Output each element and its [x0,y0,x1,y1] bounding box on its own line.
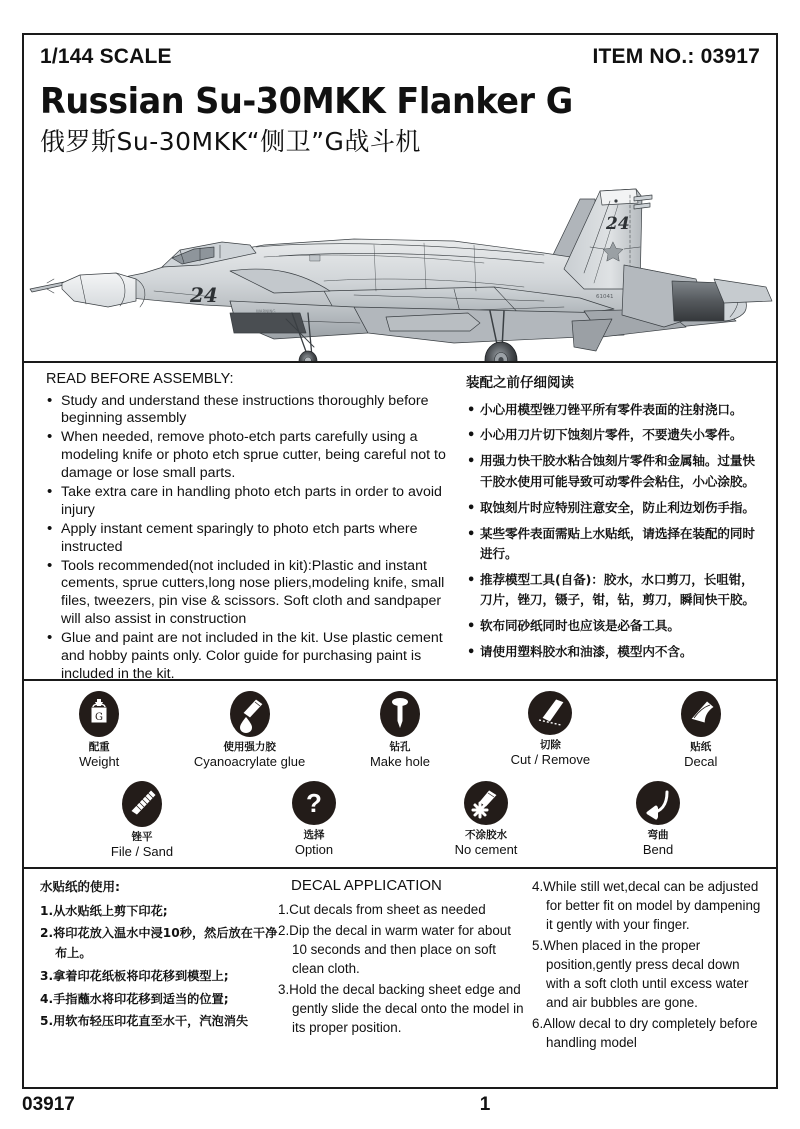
decal-chinese-column [34,877,278,1031]
scale-label: 1/144 SCALE [40,45,172,68]
list-item: • Tools recommended(not included in kit):Plastic and instant cements, sprue cutters,long nose pliers,modeling knife, small files, tweezers, pin vise & scissors. Soft cloth and sandpaper will also assist in construction [46,558,456,630]
list-item: • 软布同砂纸同时也应该是必备工具。 [466,616,764,636]
instruction-sheet [22,33,778,1089]
no-cement-icon [464,781,508,825]
tail-serial: 61041 [596,293,614,300]
page-title-chinese: 俄罗斯Su-30MKK“侧卫”G战斗机 [40,126,421,156]
svg-text:WARNING: WARNING [256,308,276,314]
list-item: • When needed, remove photo-etch parts carefully using a modeling knife or photo etch sprue cutter, being careful not to damage or lose small parts. [46,429,456,483]
symbol-label-cn: 钻孔 [389,740,411,753]
footer-item-code: 03917 [22,1094,75,1115]
instruction-list-cn [466,400,764,663]
decal-steps-en-right [532,877,766,1052]
symbol-label-cn: 配重 [88,740,110,753]
instructions-heading-cn: 装配之前仔细阅读 [466,374,574,391]
svg-text:?: ? [306,787,322,818]
list-item: 3.Hold the decal backing sheet edge and gently slide the decal onto the model in its proper position. [278,981,524,1035]
symbol-label-cn: 贴纸 [690,740,712,753]
list-item: • Apply instant cement sparingly to photo etch parts where instructed [46,521,456,557]
symbol-decal [641,691,761,772]
symbol-label-cn: 切除 [539,738,561,751]
symbol-label-en: Cut / Remove [510,752,591,768]
footer-page-number: 1 [479,1094,491,1115]
symbol-label-en: Bend [642,842,674,858]
question-mark-icon [292,781,336,825]
symbol-label-en: Weight [79,754,120,770]
instruction-list-en [46,393,456,684]
glue-drop-icon [230,691,270,737]
list-item: • 用强力快干胶水粘合蚀刻片零件和金属轴。过量快干胶水使用可能导致可动零件会粘住，小心涂胶。 [466,451,764,492]
symbol-row-1 [24,691,776,781]
decal-english-column-left [278,876,528,1035]
instructions-english-column [36,370,456,682]
list-item: 4.While still wet,decal can be adjusted for better fit on model by dampening it gently with your finger. [532,878,761,932]
symbol-make-hole [340,691,460,772]
symbol-row-2 [24,781,776,871]
symbol-no-cement [426,781,546,860]
symbol-cut-remove [490,691,610,770]
symbol-label-en: Decal [684,754,718,770]
symbol-label-cn: 不涂胶水 [465,828,507,841]
symbol-label-cn: 使用强力胶 [223,740,276,753]
list-item: 4.手指蘸水将印花移到适当的位置; [40,991,229,1006]
list-item: 1.从水贴纸上剪下印花; [40,903,168,918]
list-item: 2.Dip the decal in warm water for about 10 seconds and then place on soft clean cloth. [278,922,511,976]
page-title: Russian Su-30MKK Flanker G [40,81,573,122]
footer [22,1094,778,1116]
decal-title-en: DECAL APPLICATION [291,876,442,894]
tail-number: 24 [606,213,630,234]
decal-english-column-right [528,877,766,1050]
list-item: 6.Allow decal to dry completely before handling model [532,1015,758,1050]
list-item: 3.拿着印花纸板将印花移到模型上; [40,968,229,983]
aircraft-illustration [24,161,776,361]
list-item: • Glue and paint are not included in the kit. Use plastic cement and hobby paints only. Color guide for purchasing paint is included in the kit. [46,630,456,684]
symbol-label-cn: 选择 [303,828,325,841]
symbol-label-en: Cyanoacrylate glue [193,754,306,770]
file-sand-icon [122,781,162,827]
list-item: • 小心用刀片切下蚀刻片零件，不要遗失小零件。 [466,425,764,445]
list-item: 1.Cut decals from sheet as needed [278,901,486,917]
instructions-heading-en: READ BEFORE ASSEMBLY: [46,370,234,387]
cut-remove-icon [528,691,572,735]
decal-sheet-icon [681,691,721,737]
symbol-label-en: Option [294,842,334,858]
list-item: • Take extra care in handling photo etch parts in order to avoid injury [46,484,456,520]
bend-arrow-icon [636,781,680,825]
list-item: 5.When placed in the proper position,gently press decal down with a soft cloth until excess water and air bubbles are gone. [532,937,749,1010]
svg-text:G: G [95,711,104,723]
drill-bit-icon [380,691,420,737]
symbol-option [254,781,374,860]
symbol-weight [39,691,159,772]
symbol-bend [598,781,718,860]
list-item: • 取蚀刻片时应特别注意安全，防止利边划伤手指。 [466,498,764,518]
decal-steps-cn [40,902,278,1033]
fuselage-number: 24 [190,282,218,307]
instructions-section [24,363,776,682]
list-item: • 某些零件表面需贴上水贴纸，请选择在装配的同时进行。 [466,524,764,565]
symbol-label-en: File / Sand [110,844,174,860]
header [24,35,776,157]
decal-steps-en-left [278,900,528,1037]
instructions-chinese-column [456,371,764,673]
symbol-label-cn: 弯曲 [647,828,669,841]
symbol-label-en: No cement [454,842,518,858]
list-item: • Study and understand these instructions thoroughly before beginning assembly [46,393,456,429]
symbol-label-cn: 锉平 [131,830,153,843]
header-top-row [40,45,760,69]
list-item: 2.将印花放入温水中浸10秒，然后放在干净布上。 [40,926,278,961]
list-item: • 请使用塑料胶水和油漆，模型内不含。 [466,642,764,662]
list-item: 5.用软布轻压印花直至水干，汽泡消失 [40,1014,249,1029]
symbol-file-sand [82,781,202,862]
symbol-legend-section [24,681,776,867]
list-item: • 小心用模型锉刀锉平所有零件表面的注射浇口。 [466,400,764,420]
decal-title-cn: 水贴纸的使用: [40,878,120,894]
symbol-label-en: Make hole [369,754,430,770]
item-number-label: ITEM NO.: 03917 [592,45,760,68]
decal-application-section [24,869,776,1050]
list-item: • 推荐模型工具(自备)：胶水，水口剪刀，长咀钳，刀片，锉刀，镊子，钳，钻，剪刀，瞬间快干胶。 [466,570,764,611]
weight-bottle-icon [79,691,119,737]
symbol-cyanoacrylate-glue [190,691,310,772]
